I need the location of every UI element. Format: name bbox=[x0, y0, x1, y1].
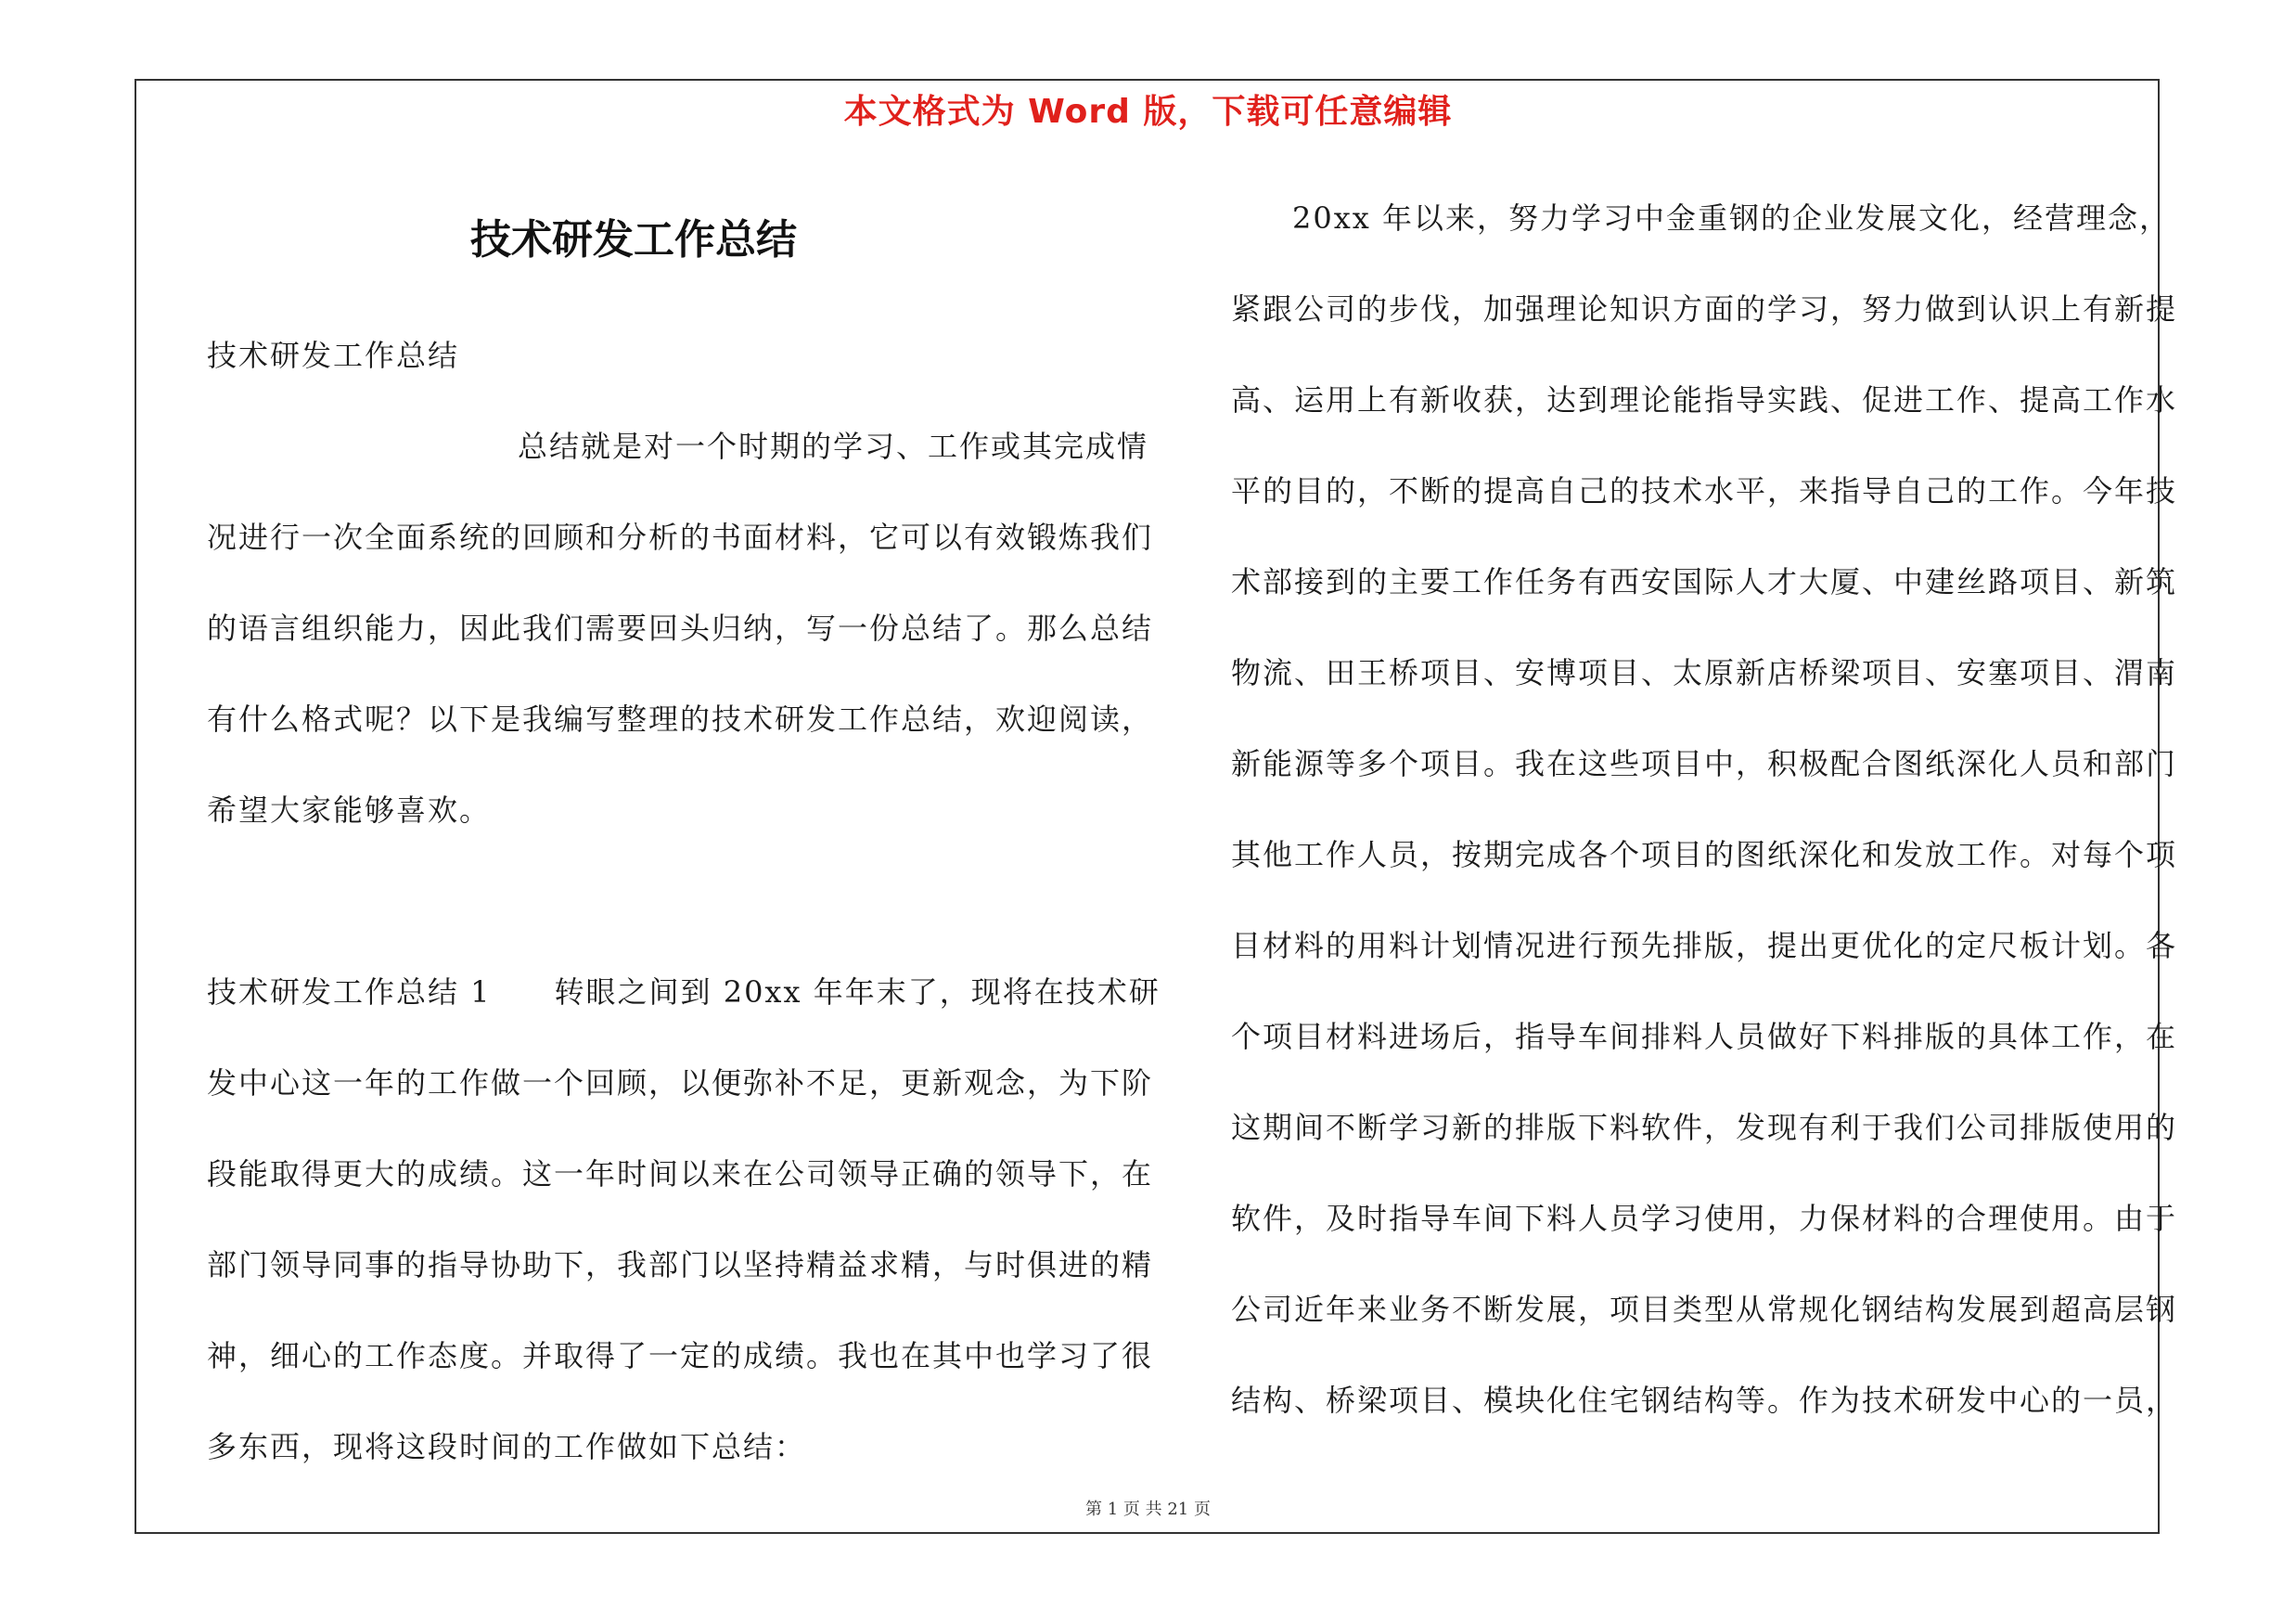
body-line: 术部接到的主要工作任务有西安国际人才大厦、中建丝路项目、新筑 bbox=[1231, 564, 2178, 599]
body-line: 新能源等多个项目。我在这些项目中，积极配合图纸深化人员和部门 bbox=[1231, 746, 2178, 781]
section-line: 发中心这一年的工作做一个回顾，以便弥补不足，更新观念，为下阶 bbox=[207, 1065, 1154, 1101]
section-line: 部门领导同事的指导协助下，我部门以坚持精益求精，与时俱进的精 bbox=[207, 1247, 1154, 1282]
intro-line: 况进行一次全面系统的回顾和分析的书面材料，它可以有效锻炼我们 bbox=[207, 520, 1154, 555]
intro-line: 的语言组织能力，因此我们需要回头归纳，写一份总结了。那么总结 bbox=[207, 611, 1154, 646]
intro-line: 有什么格式呢？以下是我编写整理的技术研发工作总结，欢迎阅读， bbox=[207, 702, 1154, 737]
body-line: 其他工作人员，按期完成各个项目的图纸深化和发放工作。对每个项 bbox=[1231, 837, 2178, 872]
body-line: 结构、桥梁项目、模块化住宅钢结构等。作为技术研发中心的一员， bbox=[1231, 1383, 2178, 1418]
body-line: 高、运用上有新收获，达到理论能指导实践、促进工作、提高工作水 bbox=[1231, 382, 2178, 418]
document-title: 技术研发工作总结 bbox=[470, 216, 797, 264]
body-line: 紧跟公司的步伐，加强理论知识方面的学习，努力做到认识上有新提 bbox=[1231, 291, 2178, 327]
body-line: 20xx 年以来，努力学习中金重钢的企业发展文化，经营理念， bbox=[1292, 200, 2171, 236]
body-line: 公司近年来业务不断发展，项目类型从常规化钢结构发展到超高层钢 bbox=[1231, 1292, 2178, 1327]
section-line: 段能取得更大的成绩。这一年时间以来在公司领导正确的领导下，在 bbox=[207, 1156, 1154, 1191]
section-line: 多东西，现将这段时间的工作做如下总结： bbox=[207, 1429, 807, 1464]
body-line: 这期间不断学习新的排版下料软件，发现有利于我们公司排版使用的 bbox=[1231, 1110, 2178, 1145]
section-line: 技术研发工作总结 1 转眼之间到 20xx 年年末了，现将在技术研 bbox=[207, 974, 1161, 1010]
body-line: 平的目的，不断的提高自己的技术水平，来指导自己的工作。今年技 bbox=[1231, 473, 2178, 509]
page-number: 第 1 页 共 21 页 bbox=[1085, 1500, 1211, 1519]
section-line: 神，细心的工作态度。并取得了一定的成绩。我也在其中也学习了很 bbox=[207, 1338, 1154, 1373]
intro-line: 希望大家能够喜欢。 bbox=[207, 792, 492, 828]
body-line: 目材料的用料计划情况进行预先排版，提出更优化的定尺板计划。各 bbox=[1231, 928, 2178, 963]
body-line: 软件，及时指导车间下料人员学习使用，力保材料的合理使用。由于 bbox=[1231, 1201, 2178, 1236]
body-line: 个项目材料进场后，指导车间排料人员做好下料排版的具体工作，在 bbox=[1231, 1019, 2178, 1054]
body-line: 物流、田王桥项目、安博项目、太原新店桥梁项目、安塞项目、渭南 bbox=[1231, 655, 2178, 690]
subtitle: 技术研发工作总结 bbox=[207, 338, 460, 373]
intro-line: 总结就是对一个时期的学习、工作或其完成情 bbox=[518, 429, 1149, 464]
format-banner: 本文格式为 Word 版，下载可任意编辑 bbox=[843, 93, 1453, 131]
